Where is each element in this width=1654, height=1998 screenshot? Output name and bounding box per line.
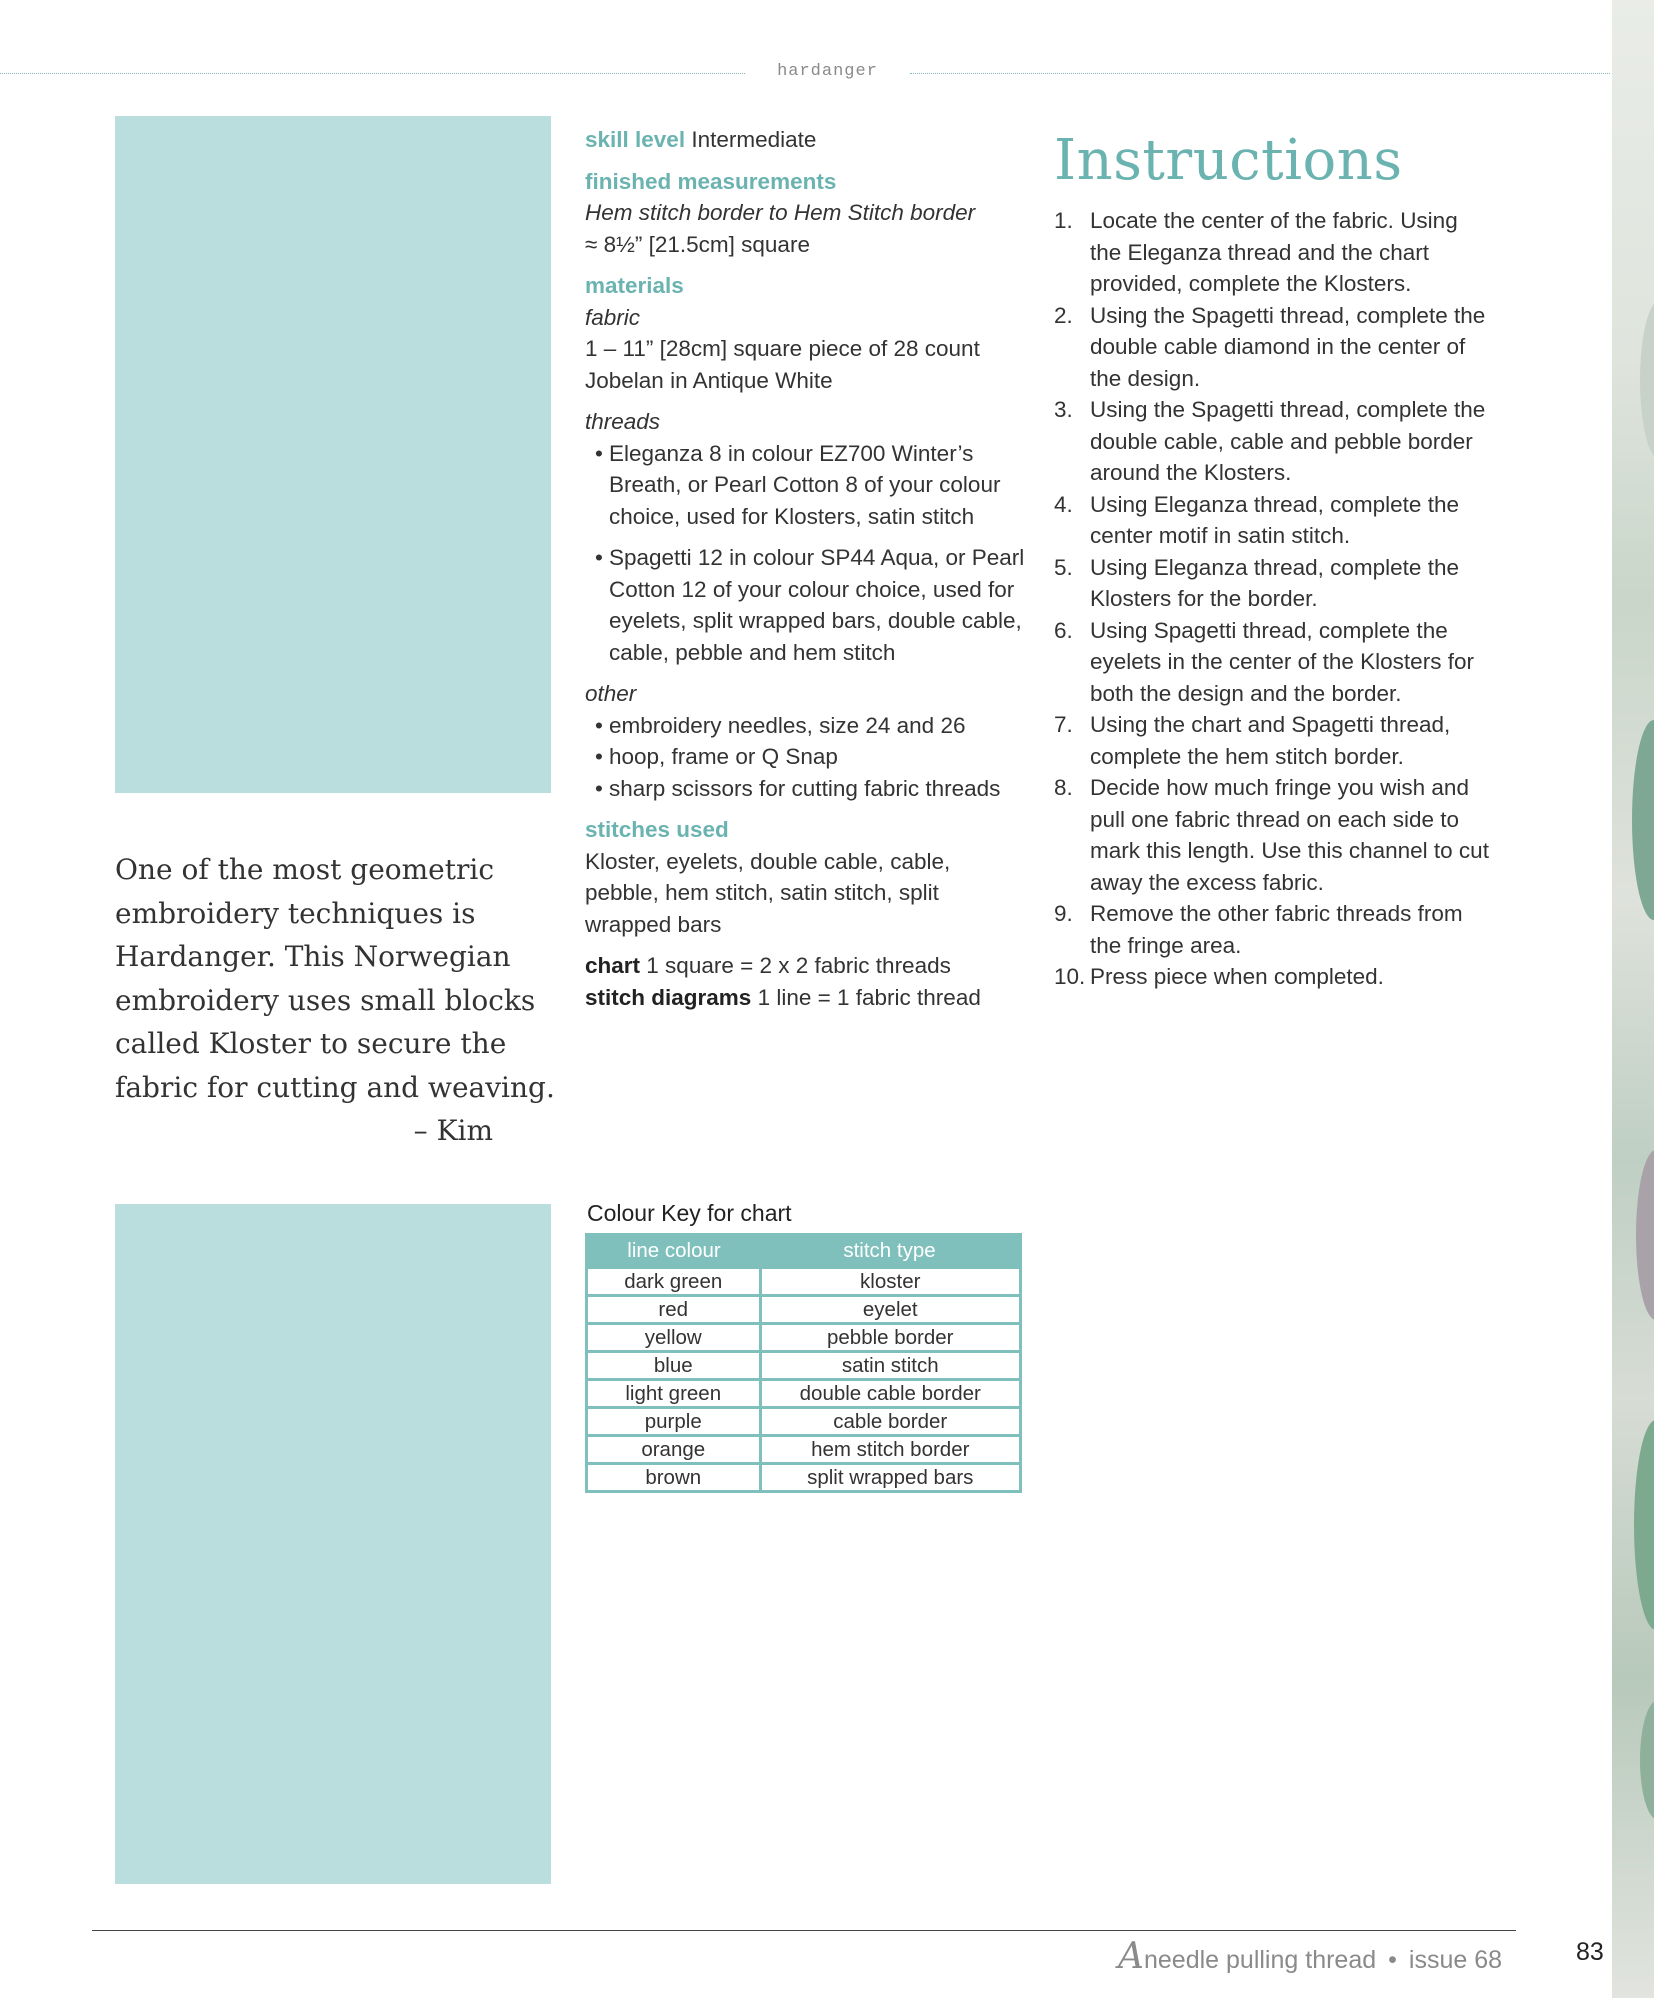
table-row	[587, 1464, 1021, 1492]
instruction-step: 7. Using the chart and Spagetti thread, complete the hem stitch border.	[1054, 712, 1451, 769]
instruction-step: 4. Using Eleganza thread, complete the center motif in satin stitch.	[1054, 491, 1459, 548]
magazine-name: needle pulling thread	[1144, 1946, 1377, 1974]
table-row	[587, 1436, 1021, 1464]
table-row	[587, 1352, 1021, 1380]
header-rule-right	[910, 73, 1610, 74]
stitch-type-cell: split wrapped bars	[760, 1464, 1021, 1492]
table-row	[587, 1268, 1021, 1296]
chart-label: chart	[585, 953, 641, 978]
stitch-diagrams-label: stitch diagrams	[585, 984, 752, 1010]
thread-item: • Eleganza 8 in colour EZ700 Winter’s Breath, or Pearl Cotton 8 of your colour choice, used for Klosters, satin stitch	[585, 438, 1025, 533]
stitch-diagrams-text: 1 line = 1 fabric thread	[757, 984, 981, 1010]
instructions-title: Instructions	[1054, 128, 1403, 193]
quote-text: One of the most geometric embroidery techniques is Hardanger. This Norwegian embroidery uses small blocks called Kloster to secure the fabric for cutting and weaving.	[115, 853, 555, 1104]
magazine-logo-initial: A	[1118, 1936, 1144, 1977]
line-colour-cell: purple	[587, 1408, 761, 1436]
stitches-used-label: stitches used	[585, 817, 729, 842]
stitch-type-cell: pebble border	[760, 1324, 1021, 1352]
section-header: hardanger	[777, 62, 878, 81]
stitch-type-cell: double cable border	[760, 1380, 1021, 1408]
column-header-line-colour: line colour	[587, 1235, 761, 1268]
project-details	[585, 124, 1025, 1013]
instruction-step: 3. Using the Spagetti thread, complete the double cable, cable and pebble border around the Klosters.	[1054, 397, 1486, 485]
finished-measurements-label: finished measurements	[585, 168, 837, 194]
line-colour-cell: dark green	[587, 1268, 761, 1296]
instruction-step: 2. Using the Spagetti thread, complete the double cable diamond in the center of the design.	[1054, 302, 1486, 391]
footer-separator: •	[1388, 1946, 1397, 1974]
skill-level-value: Intermediate	[691, 127, 817, 152]
designer-quote	[115, 848, 555, 1153]
finished-measurements-line1: Hem stitch border to Hem Stitch border	[585, 200, 976, 225]
footer-rule	[92, 1930, 1516, 1931]
stitches-used-text: Kloster, eyelets, double cable, cable, pebble, hem stitch, satin stitch, split wrapped bars	[585, 848, 951, 937]
other-item: • sharp scissors for cutting fabric threads	[585, 773, 1025, 805]
chart-text: 1 square = 2 x 2 fabric threads	[646, 953, 951, 978]
project-photo-bottom	[115, 1204, 551, 1884]
stitch-type-cell: hem stitch border	[760, 1436, 1021, 1464]
table-header-row	[587, 1235, 1021, 1268]
instructions-list	[1054, 205, 1494, 993]
materials-label: materials	[585, 273, 684, 298]
project-photo-top	[115, 116, 551, 793]
magazine-footer	[1118, 1936, 1502, 1977]
instruction-step: 5. Using Eleganza thread, complete the Klosters for the border.	[1054, 554, 1459, 611]
thread-item: • Spagetti 12 in colour SP44 Aqua, or Pearl Cotton 12 of your colour choice, used for eyelets, split wrapped bars, double cable, cable, pebble and hem stitch	[585, 542, 1025, 668]
line-colour-cell: brown	[587, 1464, 761, 1492]
decorative-leaf-strip	[1612, 0, 1654, 1998]
skill-level-label: skill level	[585, 127, 686, 152]
finished-measurements-line2: ≈ 8½” [21.5cm] square	[585, 231, 810, 257]
other-item: • embroidery needles, size 24 and 26	[585, 710, 1025, 742]
issue-number: issue 68	[1408, 1946, 1503, 1974]
line-colour-cell: red	[587, 1296, 761, 1324]
table-row	[587, 1408, 1021, 1436]
fabric-text: 1 – 11” [28cm] square piece of 28 count Jobelan in Antique White	[585, 336, 980, 393]
line-colour-cell: blue	[587, 1352, 761, 1380]
line-colour-cell: orange	[587, 1436, 761, 1464]
quote-author: – Kim	[413, 1114, 493, 1147]
instruction-step: 1. Locate the center of the fabric. Using the Eleganza thread and the chart provided, complete the Klosters.	[1054, 208, 1458, 296]
other-label: other	[585, 681, 637, 706]
stitch-type-cell: kloster	[760, 1268, 1021, 1296]
threads-label: threads	[585, 409, 661, 434]
instruction-step: 8. Decide how much fringe you wish and pull one fabric thread on each side to mark this length. Use this channel to cut away the excess fabric.	[1054, 775, 1489, 895]
table-row	[587, 1324, 1021, 1352]
stitch-type-cell: satin stitch	[760, 1352, 1021, 1380]
colour-key-title: Colour Key for chart	[587, 1200, 792, 1226]
page-number: 83	[1576, 1938, 1604, 1966]
stitch-type-cell: eyelet	[760, 1296, 1021, 1324]
fabric-label: fabric	[585, 304, 641, 330]
line-colour-cell: light green	[587, 1380, 761, 1408]
table-row	[587, 1380, 1021, 1408]
other-item: • hoop, frame or Q Snap	[585, 741, 1025, 773]
header-rule-left	[0, 73, 745, 74]
instruction-step: 9. Remove the other fabric threads from the fringe area.	[1054, 901, 1463, 958]
stitch-type-cell: cable border	[760, 1408, 1021, 1436]
colour-key-table	[585, 1233, 1022, 1493]
instruction-step: 6. Using Spagetti thread, complete the eyelets in the center of the Klosters for both the design and the border.	[1054, 617, 1474, 706]
line-colour-cell: yellow	[587, 1324, 761, 1352]
instruction-step: 10. Press piece when completed.	[1054, 964, 1384, 989]
column-header-stitch-type: stitch type	[760, 1235, 1021, 1268]
table-row	[587, 1296, 1021, 1324]
